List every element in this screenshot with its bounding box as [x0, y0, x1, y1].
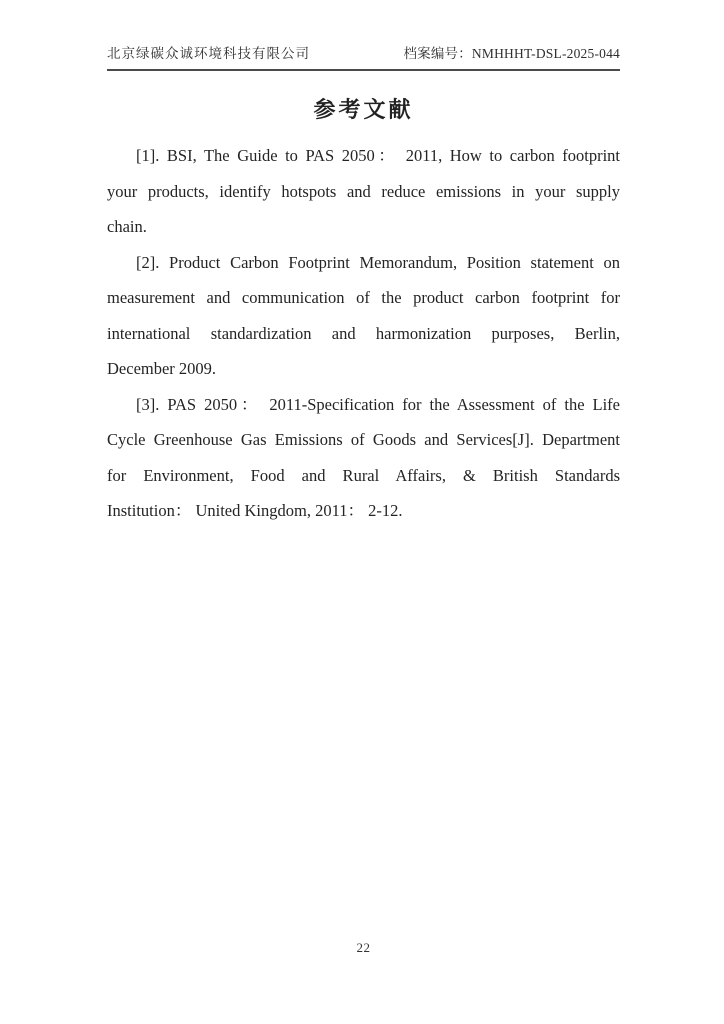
company-name: 北京绿碳众诚环境科技有限公司	[107, 46, 310, 61]
page-header	[107, 45, 620, 71]
page-number: 22	[356, 940, 371, 955]
reference-line: for Environment, Food and Rural Affairs, & British Standards	[107, 465, 620, 485]
reference-line: measurement and communication of the product carbon footprint for	[107, 288, 620, 307]
reference-paragraph	[107, 138, 620, 245]
reference-line: [3]. PAS 2050： 2011-Specification for the Assessment of the Life	[136, 394, 620, 414]
reference-paragraph	[107, 387, 620, 529]
reference-line: [1]. BSI, The Guide to PAS 2050： 2011, How to carbon footprint	[136, 146, 620, 165]
reference-line: Institution： United Kingdom, 2011： 2-12.	[107, 501, 403, 520]
reference-paragraph	[107, 245, 620, 387]
section-title: 参考文献	[313, 97, 414, 122]
reference-line: your products, identify hotspots and reduce emissions in your supply	[107, 181, 620, 201]
references-section	[107, 138, 620, 529]
reference-line: Cycle Greenhouse Gas Emissions of Goods and Services[J]. Department	[107, 430, 620, 449]
doc-number: 档案编号：NMHHHT-DSL-2025-044	[403, 46, 620, 61]
reference-line: December 2009.	[107, 359, 217, 378]
reference-line: [2]. Product Carbon Footprint Memorandum, Position statement on	[136, 252, 620, 272]
reference-line: chain.	[107, 217, 147, 236]
reference-line: international standardization and harmonization purposes, Berlin,	[107, 323, 620, 343]
